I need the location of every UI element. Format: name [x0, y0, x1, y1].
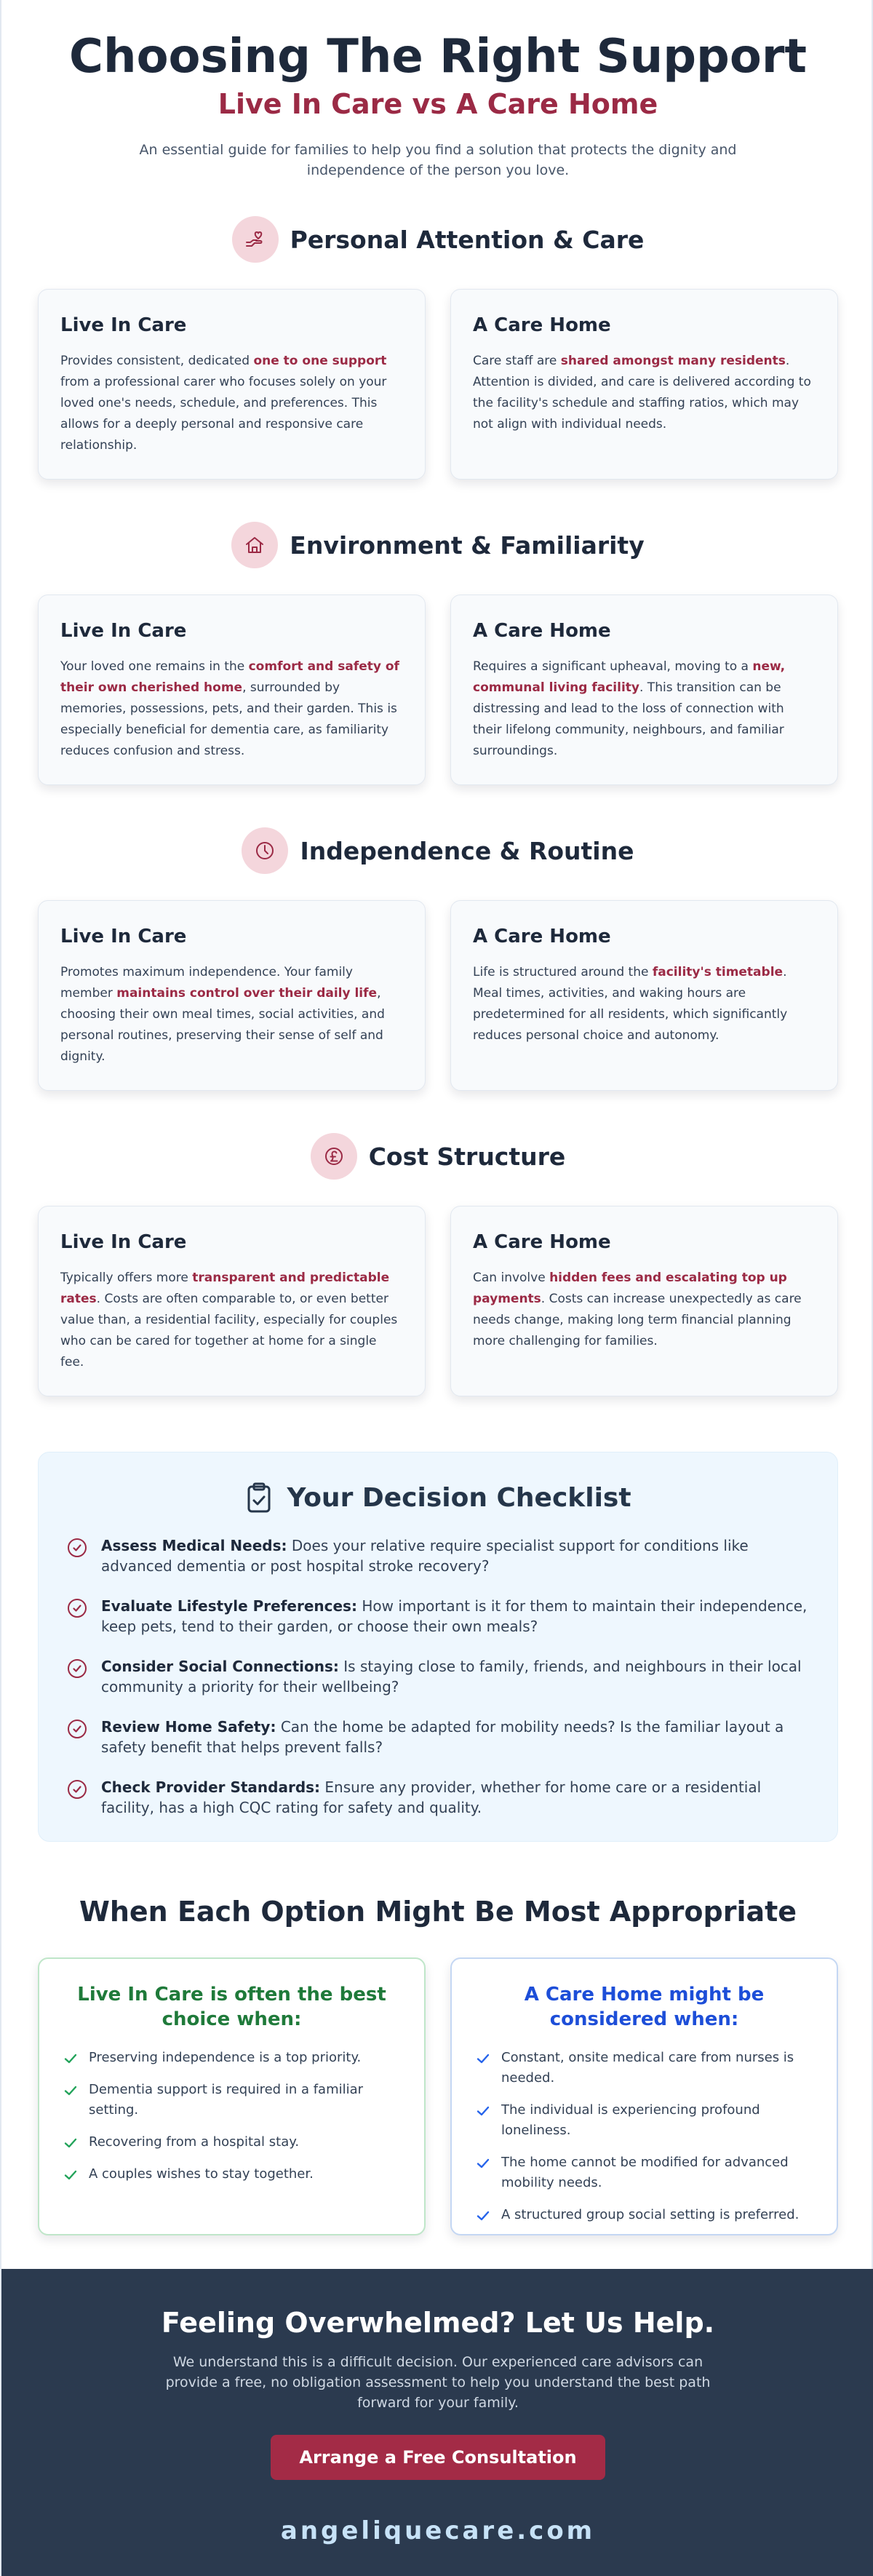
- card-title: A Care Home: [473, 314, 611, 336]
- arrange-consultation-button[interactable]: Arrange a Free Consultation: [271, 2435, 605, 2480]
- section-title: Personal Attention & Care: [290, 225, 645, 254]
- card-title: A Care Home: [473, 1231, 611, 1253]
- live-in-care-card: [38, 289, 426, 480]
- care-home-card: [450, 900, 838, 1091]
- highlight-text: comfort and safety of their own cherished home: [60, 659, 399, 695]
- check-icon: [63, 2083, 79, 2099]
- section-header: [1, 827, 873, 874]
- comparison-cards: [38, 900, 838, 1091]
- checklist-item: [68, 1535, 808, 1576]
- section-title: Independence & Routine: [300, 836, 634, 865]
- footer-text: We understand this is a difficult decision. Our experienced care advisors can provide a free, no obligation assessment to help you understand the best path forward for your family.: [165, 2354, 711, 2411]
- highlight-text: transparent and predictable rates: [60, 1271, 390, 1306]
- card-text: Your loved one remains in the comfort and safety of their own cherished home, surrounded by memories, possessions, pets, and their garden. This is especially beneficial for dementia care, as familiarity reduces confusion and stress.: [60, 659, 399, 758]
- card-text: Provides consistent, dedicated one to one support from a professional carer who focuses solely on your loved one's needs, schedule, and preferences. This allows for a deeply personal and responsive care relationship.: [60, 354, 387, 453]
- live-in-care-option-card: [38, 1957, 426, 2235]
- section-header: [1, 1133, 873, 1180]
- website-link[interactable]: angeliquecare.com: [280, 2516, 596, 2545]
- checklist-item-text: Consider Social Connections: Is staying close to family, friends, and neighbours in their local community a priority for their wellbeing?: [101, 1658, 802, 1696]
- card-text: Requires a significant upheaval, moving to a new, communal living facility. This transition can be distressing and lead to the loss of connection with their lifelong community, neighbours, and familiar surroundings.: [473, 659, 786, 758]
- highlight-text: one to one support: [253, 354, 387, 368]
- checklist-item-text: Assess Medical Needs: Does your relative require specialist support for conditions like advanced dementia or post hospital stroke recovery?: [101, 1537, 749, 1575]
- check-icon: [475, 2155, 491, 2171]
- check-icon: [63, 2135, 79, 2151]
- section-cost: [1, 1133, 873, 1370]
- highlight-text: hidden fees and escalating top up payments: [473, 1271, 787, 1306]
- option-item: [63, 2048, 401, 2068]
- option-item-text: Recovering from a hospital stay.: [89, 2134, 300, 2150]
- card-text: Care staff are shared amongst many residents. Attention is divided, and care is delivered according to the facility's schedule and staffing ratios, which may not align with individual needs.: [473, 354, 811, 432]
- page-title: Choosing The Right Support: [69, 30, 807, 84]
- card-text: Life is structured around the facility's timetable. Meal times, activities, and waking hours are predetermined for all residents, which significantly reduces personal choice and autonomy.: [473, 965, 788, 1043]
- option-title: A Care Home might be considered when:: [524, 1984, 765, 2030]
- checklist-item-text: Review Home Safety: Can the home be adapted for mobility needs? Is the familiar layout a safety benefit that helps prevent falls?: [101, 1718, 784, 1756]
- pound-coin-icon: [311, 1133, 357, 1180]
- section-personal-attention: [1, 216, 873, 453]
- check-circle-icon: [68, 1538, 87, 1557]
- comparison-cards: [38, 1206, 838, 1396]
- check-circle-icon: [68, 1599, 87, 1618]
- comparison-cards: [38, 289, 838, 480]
- card-title: A Care Home: [473, 620, 611, 642]
- check-circle-icon: [68, 1720, 87, 1738]
- decision-checklist: [38, 1452, 838, 1842]
- card-title: A Care Home: [473, 926, 611, 947]
- care-home-option-card: [450, 1957, 838, 2235]
- section-header: [1, 522, 873, 568]
- option-item-text: A couples wishes to stay together.: [89, 2166, 314, 2182]
- comparison-cards: [38, 595, 838, 785]
- option-item-text: The individual is experiencing profound loneliness.: [501, 2102, 760, 2138]
- checklist-item: [68, 1656, 808, 1697]
- check-circle-icon: [68, 1659, 87, 1678]
- highlight-text: facility's timetable: [652, 965, 784, 979]
- footer-title: Feeling Overwhelmed? Let Us Help.: [161, 2307, 715, 2339]
- section-title: Cost Structure: [368, 1142, 566, 1171]
- highlight-text: shared amongst many residents: [560, 354, 786, 368]
- section-title: Environment & Familiarity: [290, 530, 645, 560]
- section-environment: [1, 522, 873, 758]
- section-independence: [1, 827, 873, 1064]
- check-icon: [63, 2167, 79, 2183]
- check-icon: [475, 2208, 491, 2224]
- care-home-card: [450, 1206, 838, 1396]
- card-title: Live In Care: [60, 1231, 187, 1253]
- option-item-text: Constant, onsite medical care from nurses is needed.: [501, 2050, 794, 2086]
- option-item-text: A structured group social setting is preferred.: [501, 2207, 800, 2222]
- care-home-card: [450, 595, 838, 785]
- page-subtitle: Live In Care vs A Care Home: [218, 88, 658, 120]
- intro-text: An essential guide for families to help you find a solution that protects the dignity and independence of the person you love.: [139, 142, 737, 178]
- checklist-item: [68, 1596, 808, 1637]
- care-home-card: [450, 289, 838, 480]
- highlight-text: maintains control over their daily life: [116, 986, 378, 1001]
- option-item: [63, 2164, 401, 2185]
- check-circle-icon: [68, 1780, 87, 1799]
- option-item: [475, 2048, 813, 2088]
- check-icon: [475, 2103, 491, 2119]
- home-icon: [231, 522, 278, 568]
- option-item-text: Preserving independence is a top priority.: [89, 2050, 362, 2065]
- option-item: [63, 2132, 401, 2152]
- card-text: Can involve hidden fees and escalating top up payments. Costs can increase unexpectedly as care needs change, making long term financial planning more challenging for families.: [473, 1271, 802, 1348]
- check-icon: [63, 2051, 79, 2067]
- checklist-item: [68, 1717, 808, 1757]
- option-item-text: The home cannot be modified for advanced mobility needs.: [501, 2155, 789, 2190]
- option-title: Live In Care is often the best choice when:: [77, 1984, 386, 2030]
- footer-cta: [1, 2269, 873, 2576]
- live-in-care-card: [38, 900, 426, 1091]
- clipboard-check-icon: [244, 1482, 274, 1514]
- card-text: Typically offers more transparent and predictable rates. Costs are often comparable to, or even better value than, a residential facility, especially for couples who can be cared for together at home for a single fee.: [60, 1271, 398, 1370]
- live-in-care-card: [38, 595, 426, 785]
- option-item: [475, 2100, 813, 2141]
- checklist-item: [68, 1777, 808, 1818]
- option-item-text: Dementia support is required in a familiar setting.: [89, 2082, 364, 2118]
- section-header: [1, 216, 873, 263]
- page-header: [1, 28, 873, 180]
- hand-heart-icon: [232, 216, 279, 263]
- option-item: [475, 2205, 813, 2225]
- live-in-care-card: [38, 1206, 426, 1396]
- check-icon: [475, 2051, 491, 2067]
- option-item: [63, 2080, 401, 2120]
- card-title: Live In Care: [60, 620, 187, 642]
- option-item: [475, 2152, 813, 2193]
- card-title: Live In Care: [60, 926, 187, 947]
- clock-icon: [242, 827, 288, 874]
- checklist-item-text: Evaluate Lifestyle Preferences: How important is it for them to maintain their independence, keep pets, tend to their garden, or choose their own meals?: [101, 1597, 808, 1635]
- highlight-text: new, communal living facility: [473, 659, 786, 695]
- card-text: Promotes maximum independence. Your family member maintains control over their daily life, choosing their own meal times, social activities, and personal routines, preserving their sense of self and dignity.: [60, 965, 385, 1064]
- card-title: Live In Care: [60, 314, 187, 336]
- checklist-header: [68, 1482, 808, 1514]
- checklist-title: Your Decision Checklist: [287, 1482, 631, 1513]
- appropriate-title: When Each Option Might Be Most Appropriate: [79, 1896, 797, 1928]
- checklist-item-text: Check Provider Standards: Ensure any provider, whether for home care or a residential facility, has a high CQC rating for safety and quality.: [101, 1778, 762, 1816]
